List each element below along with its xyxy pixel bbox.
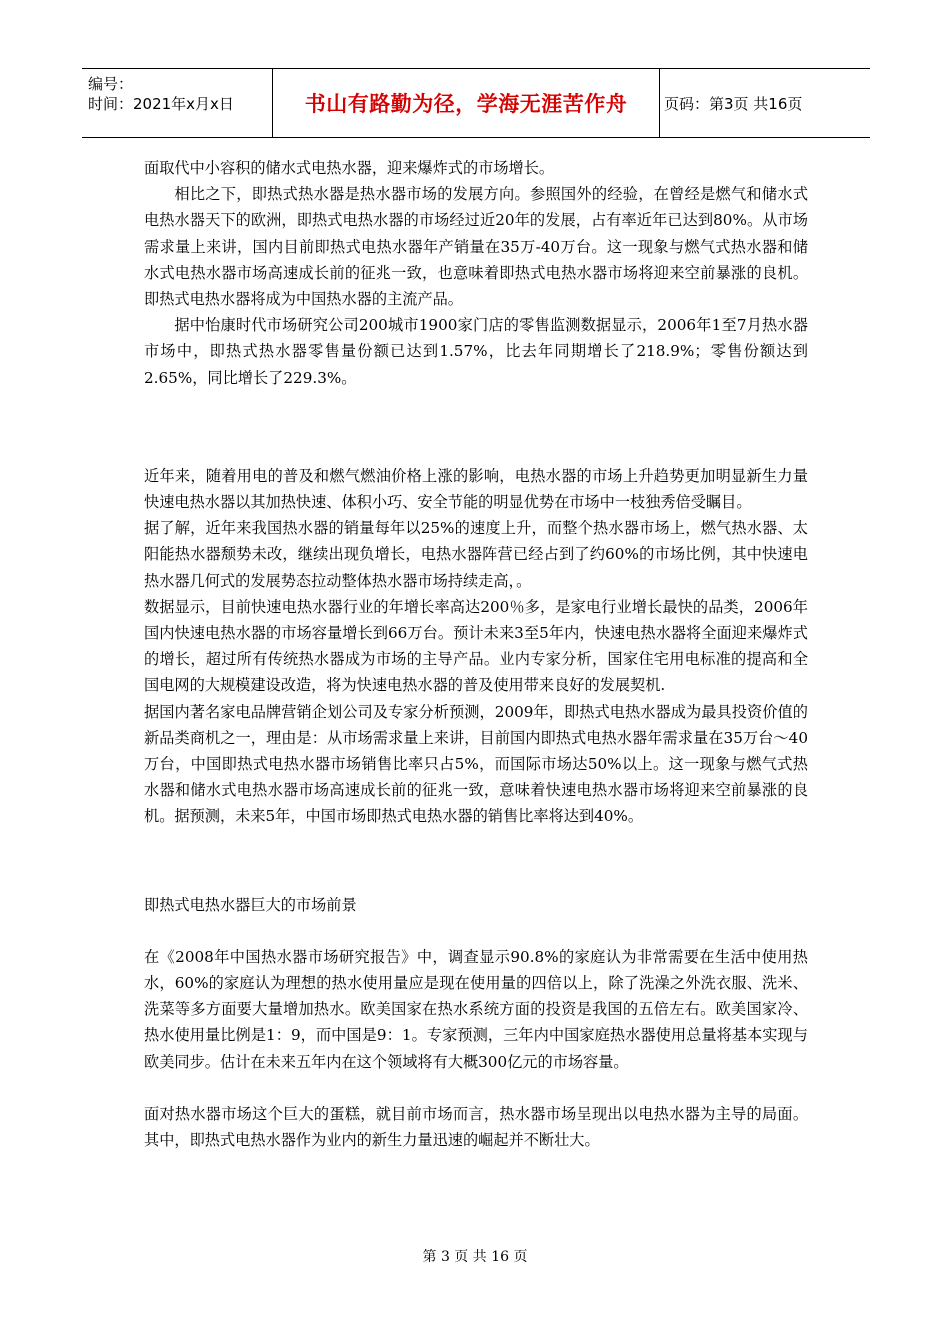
paragraph: 相比之下，即热式热水器是热水器市场的发展方向。参照国外的经验，在曾经是燃气和储水式电热水器天下的欧洲，即热式电热水器的市场经过近20年的发展，占有率近年已达到80%。从市场需求量上来讲，国内目前即热式电热水器年产销量在35万-40万台。这一现象与燃气式热水器和储水式电热水器市场高速成长前的征兆一致，也意味着即热式电热水器市场将迎来空前暴涨的良机。即热式电热水器将成为中国热水器的主流产品。 [144,185,808,309]
paragraph: 近年来，随着用电的普及和燃气燃油价格上涨的影响，电热水器的市场上升趋势更加明显新生力量快速电热水器以其加热快速、体积小巧、安全节能的明显优势在市场中一枝独秀倍受瞩目。 [144,466,808,512]
paragraph: 在《2008年中国热水器市场研究报告》中，调查显示90.8%的家庭认为非常需要在生活中使用热水，60%的家庭认为理想的热水使用量应是现在使用量的四倍以上，除了洗澡之外洗衣服、洗米、洗菜等多方面要大量增加热水。欧美国家在热水系统方面的投资是我国的五倍左右。欧美国家冷、热水使用量比例是1：9，而中国是9：1。专家预测，三年内中国家庭热水器使用总量将基本实现与欧美同步。估计在未来五年内在这个领域将有大概300亿元的市场容量。 [144,947,808,1071]
document-body [144,155,808,1153]
paragraph: 数据显示，目前快速电热水器行业的年增长率高达200％多，是家电行业增长最快的品类，2006年国内快速电热水器的市场容量增长到66万台。预计未来3至5年内，快速电热水器将全面迎来爆炸式的增长，超过所有传统热水器成为市场的主导产品。业内专家分析，国家住宅用电标准的提高和全国电网的大规模建设改造，将为快速电热水器的普及使用带来良好的发展契机. [144,597,808,695]
section-heading: 即热式电热水器巨大的市场前景 [144,895,357,914]
header-page-info: 页码：第3页 共16页 [664,94,803,113]
paragraph: 面对热水器市场这个巨大的蛋糕，就目前市场而言，热水器市场呈现出以电热水器为主导的局面。其中，即热式电热水器作为业内的新生力量迅速的崛起并不断壮大。 [144,1104,808,1150]
paragraph: 据中怡康时代市场研究公司200城市1900家门店的零售监测数据显示，2006年1至7月热水器市场中，即热式热水器零售量份额已达到1.57%，比去年同期增长了218.9%；零售份额达到2.65%，同比增长了229.3%。 [144,316,808,387]
doc-number-label: 编号： [88,75,134,93]
motto-text: 书山有路勤为径，学海无涯苦作舟 [304,92,628,116]
page-header [82,68,870,138]
paragraph: 面取代中小容积的储水式电热水器，迎来爆炸式的市场增长。 [144,159,555,177]
page-footer: 第 3 页 共 16 页 [422,1249,528,1265]
paragraph: 据国内著名家电品牌营销企划公司及专家分析预测，2009年，即热式电热水器成为最具投资价值的新品类商机之一，理由是：从市场需求量上来讲，目前国内即热式电热水器年需求量在35万台～40万台，中国即热式电热水器市场销售比率只占5%，而国际市场达50%以上。这一现象与燃气式热水器和储水式电热水器市场高速成长前的征兆一致，意味着快速电热水器市场将迎来空前暴涨的良机。据预测，未来5年，中国市场即热式电热水器的销售比率将达到40%。 [144,702,808,826]
header-motto-cell [273,69,660,137]
doc-time-label: 时间：2021年x月x日 [88,95,234,113]
header-meta-cell [82,69,273,137]
paragraph: 据了解，近年来我国热水器的销量每年以25%的速度上升，而整个热水器市场上，燃气热水器、太阳能热水器颓势未改，继续出现负增长，电热水器阵营已经占到了约60%的市场比例，其中快速电热水器几何式的发展势态拉动整体热水器市场持续走高，。 [144,519,808,590]
